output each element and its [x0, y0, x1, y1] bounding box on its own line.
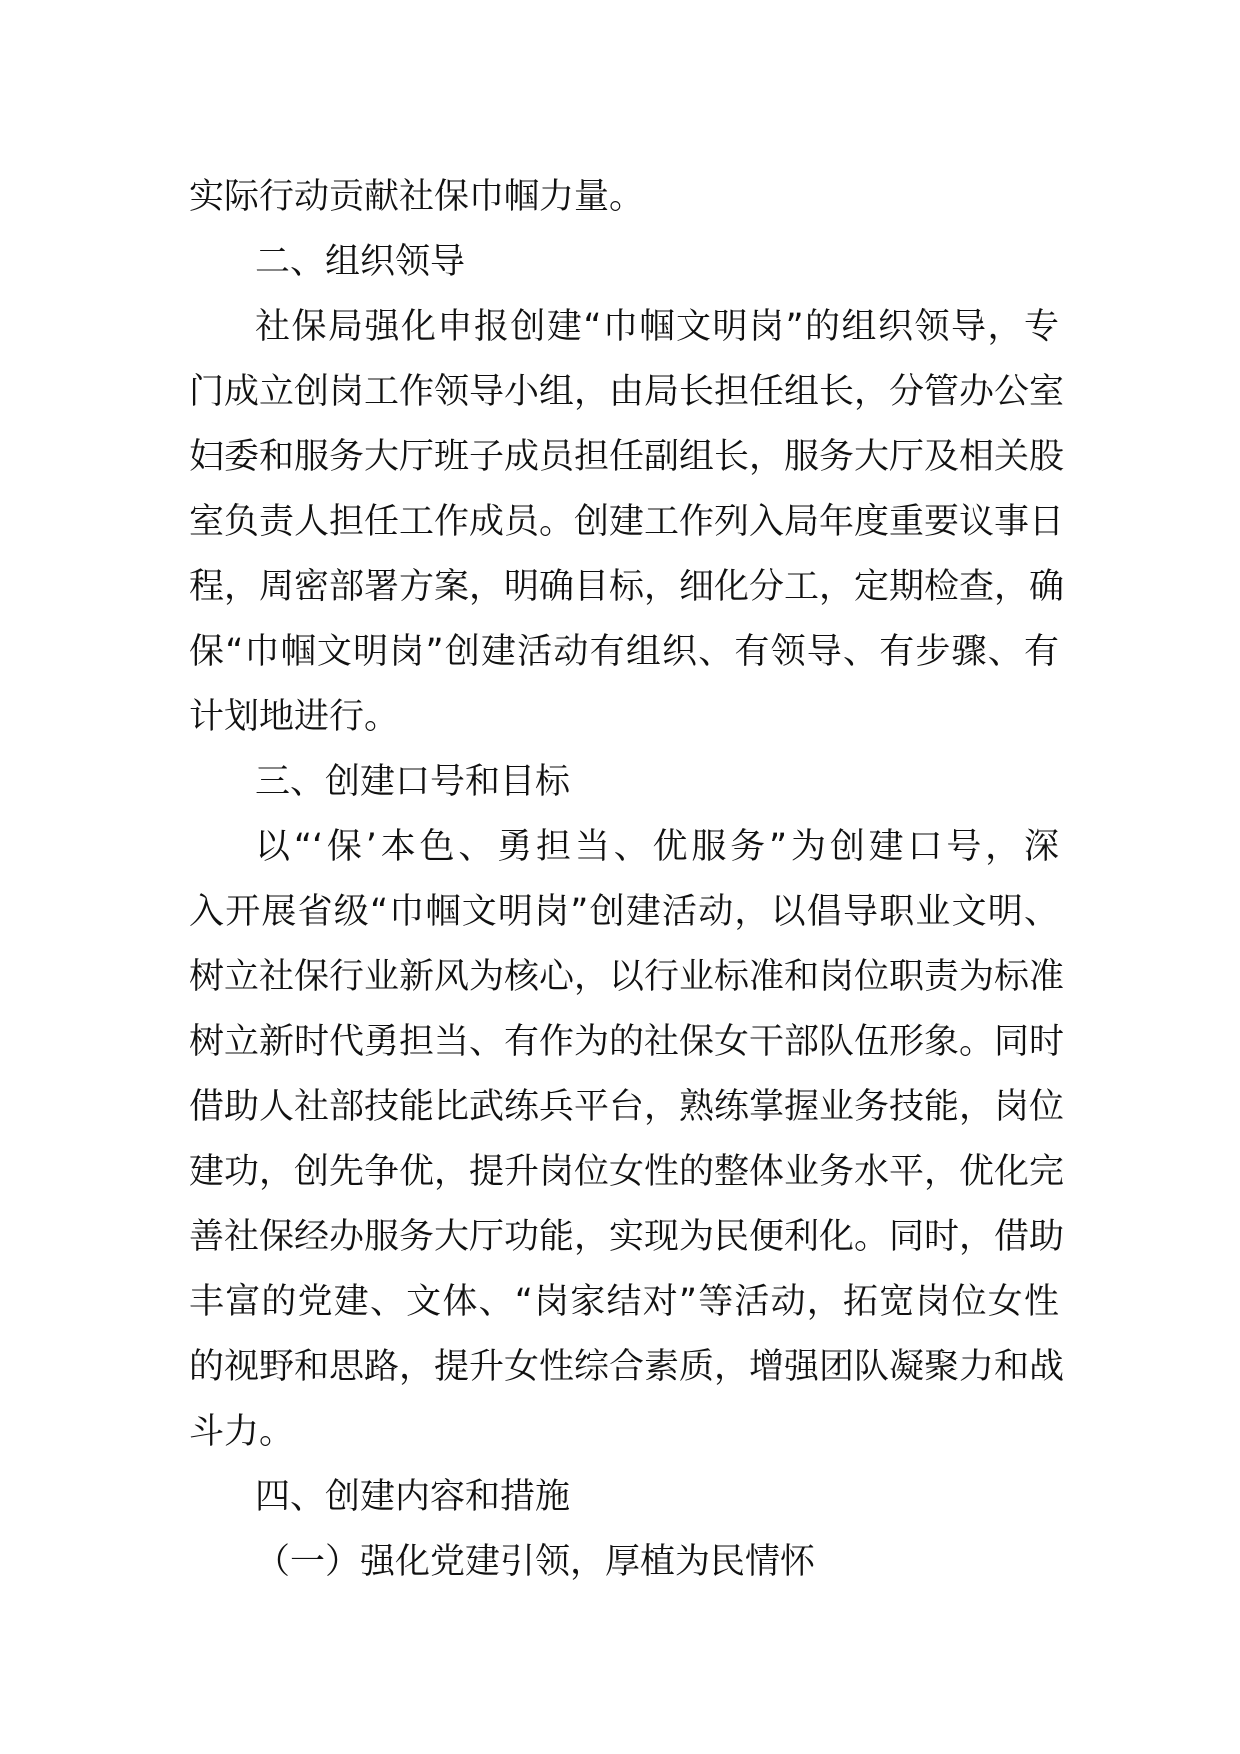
- text-line: 保“巾帼文明岗”创建活动有组织、有领导、有步骤、有: [189, 632, 1059, 672]
- text-line: 借助人社部技能比武练兵平台，熟练掌握业务技能，岗位: [189, 1087, 1065, 1127]
- text-line: 实际行动贡献社保巾帼力量。: [189, 177, 645, 217]
- text-line: 建功，创先争优，提升岗位女性的整体业务水平，优化完: [189, 1152, 1065, 1192]
- text-line: 社保局强化申报创建“巾帼文明岗”的组织领导，专: [255, 307, 1059, 347]
- text-line: 树立新时代勇担当、有作为的社保女干部队伍形象。同时: [189, 1022, 1065, 1062]
- section-heading: 四、创建内容和措施: [255, 1477, 571, 1517]
- text-line: 以“‘保’本色、勇担当、优服务”为创建口号，深: [255, 827, 1059, 867]
- text-line: 程，周密部署方案，明确目标，细化分工，定期检查，确: [189, 567, 1065, 607]
- text-line: 计划地进行。: [189, 697, 400, 737]
- section-heading: 三、创建口号和目标: [255, 762, 571, 802]
- text-line: 门成立创岗工作领导小组，由局长担任组长，分管办公室: [189, 372, 1065, 412]
- text-line: 的视野和思路，提升女性综合素质，增强团队凝聚力和战: [189, 1347, 1065, 1387]
- text-line: 入开展省级“巾帼文明岗”创建活动，以倡导职业文明、: [189, 892, 1059, 932]
- text-line: 室负责人担任工作成员。创建工作列入局年度重要议事日: [189, 502, 1065, 542]
- document-page: [189, 165, 1065, 1595]
- text-line: 善社保经办服务大厅功能，实现为民便利化。同时，借助: [189, 1217, 1065, 1257]
- text-line: 树立社保行业新风为核心，以行业标准和岗位职责为标准: [189, 957, 1065, 997]
- text-line: 丰富的党建、文体、“岗家结对”等活动，拓宽岗位女性: [189, 1282, 1059, 1322]
- section-heading: 二、组织领导: [255, 242, 466, 282]
- subsection-heading: （一）强化党建引领，厚植为民情怀: [255, 1542, 816, 1582]
- text-line: 妇委和服务大厅班子成员担任副组长，服务大厅及相关股: [189, 437, 1065, 477]
- text-line: 斗力。: [189, 1412, 295, 1452]
